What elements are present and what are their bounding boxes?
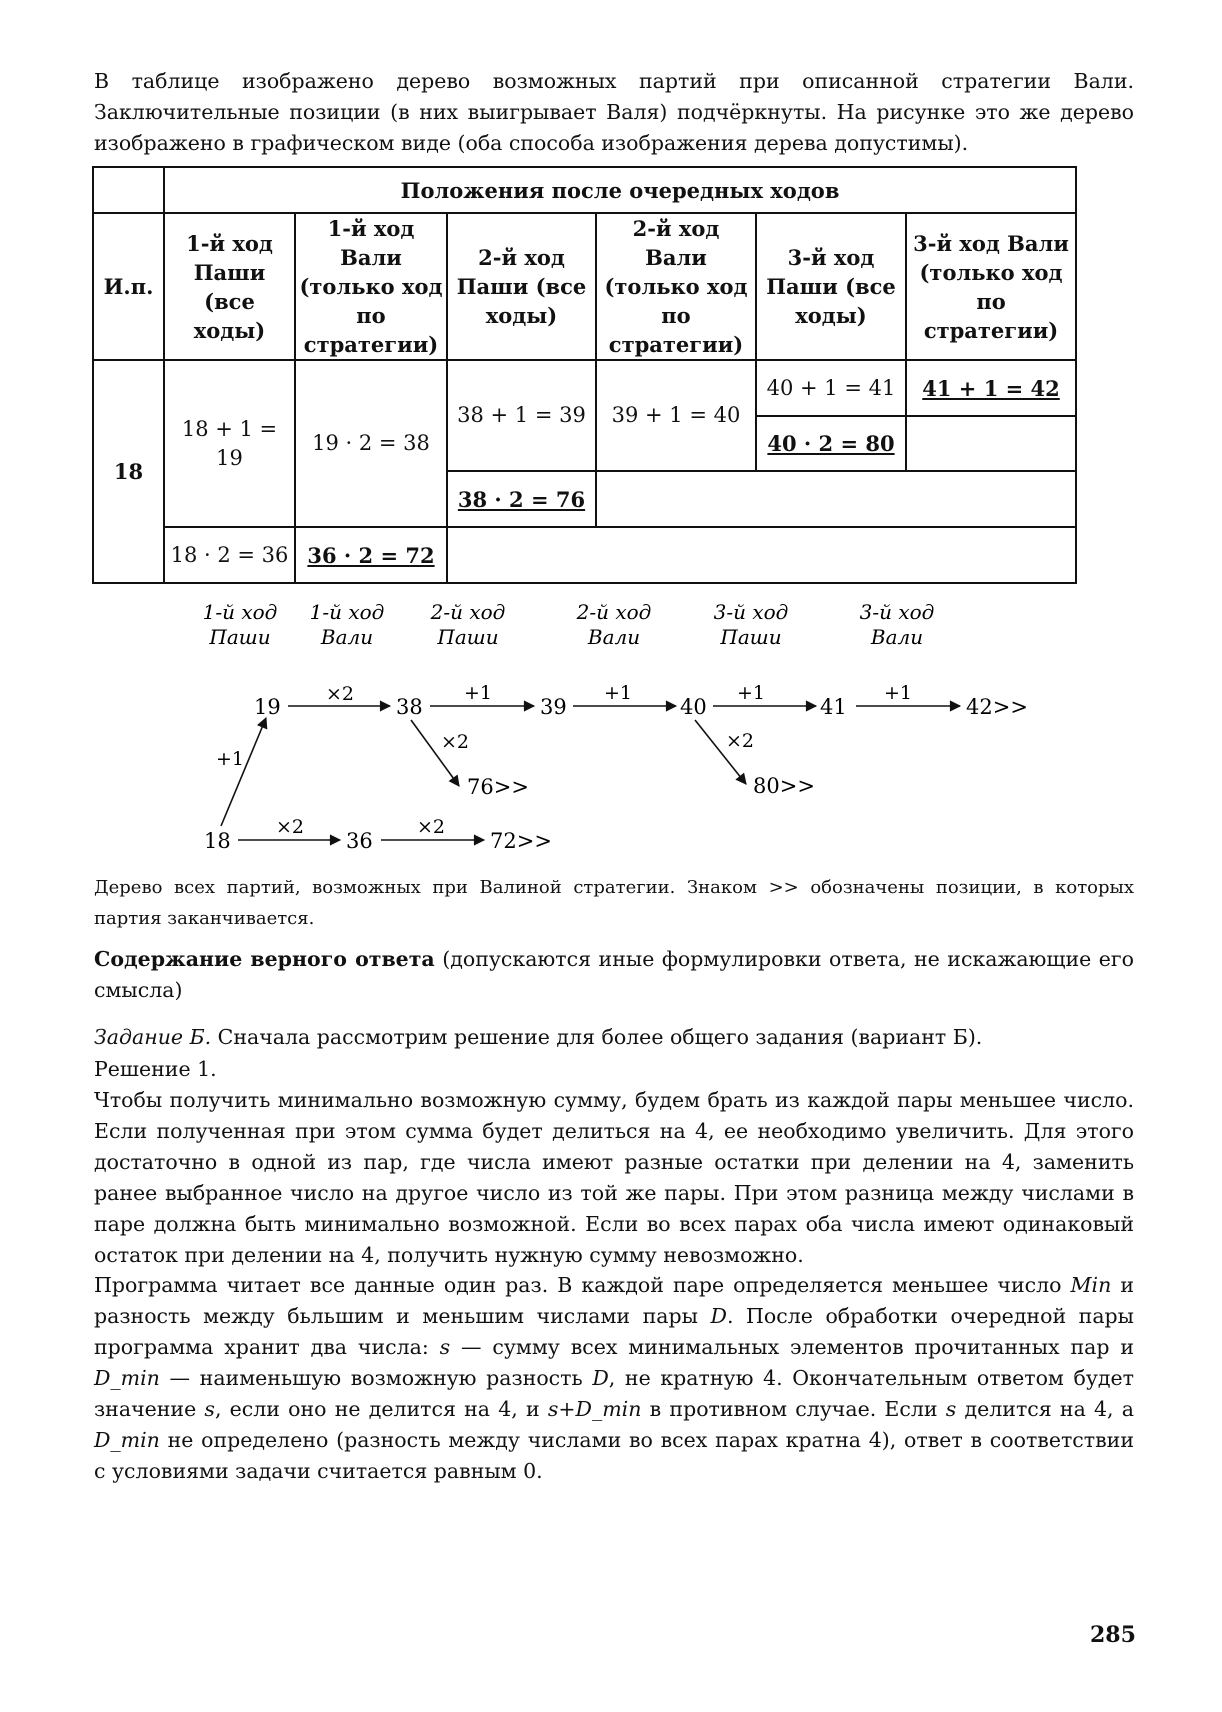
task-label: Задание Б. [94,1025,212,1049]
p2-text-3: . После обработки очередной пары программа хранит два числа: [94,1304,1134,1359]
op-label-36-72: ×2 [416,816,446,838]
intro-paragraph: В таблице изображено дерево возможных партий при описанной стратегии Вали. Заключительные позиции (в них выигрывает Валя) подчёркнуты. На рисунке это же дерево изображено в графическом виде (оба способа изображения дерева допустимы). [94,69,1134,155]
label-move-3-pasha-line1: 3-й ход [713,600,789,624]
cell-p1-b: 18 · 2 = 36 [164,527,295,583]
label-move-2-pasha-line1: 2-й ход [430,600,506,624]
node-41: 41 [820,695,847,719]
node-72: 72>> [490,829,552,853]
op-label-40-41: +1 [736,682,766,704]
col-header-p2: 2-й ход Паши (все ходы) [447,213,596,360]
cell-p3-b: 40 · 2 = 80 [756,416,906,471]
col-header-p3: 3-й ход Паши (все ходы) [756,213,906,360]
node-76: 76>> [467,775,529,799]
cell-v1-b: 36 · 2 = 72 [295,527,447,583]
col-header-p1: 1-й ход Паши (все ходы) [164,213,295,360]
op-label-19-38: ×2 [325,683,355,705]
start-position: 18 [93,360,164,583]
cell-p2-a: 38 + 1 = 39 [447,360,596,471]
task-text: Сначала рассмотрим решение для более общего задания (вариант Б). [211,1025,983,1049]
var-dmin-2: D_min [94,1428,160,1452]
tree-caption: Дерево всех партий, возможных при Валиной стратегии. Знаком >> обозначены позиции, в которых партия заканчивается. [94,877,1134,929]
node-36: 36 [346,829,373,853]
var-d-2: D [592,1366,609,1390]
label-move-1-pasha-line2: Паши [209,625,271,649]
op-label-38-76: ×2 [441,731,470,753]
label-move-1-valya-line2: Вали [320,625,374,649]
var-s: s [439,1335,451,1359]
op-label-41-42: +1 [883,682,913,704]
node-38: 38 [396,695,423,719]
answer-heading [94,944,1134,1006]
op-label-39-40: +1 [603,682,633,704]
label-move-3-valya-line2: Вали [870,625,924,649]
label-move-2-valya-line1: 2-й ход [576,600,652,624]
task-line [94,1022,1134,1053]
var-d: D [710,1304,727,1328]
var-s-2: s [204,1397,215,1421]
cell-v3-a: 41 + 1 = 42 [906,360,1076,416]
op-label-18-19: +1 [216,748,245,770]
answer-heading-rest: (допускаются иные формулировки ответа, не искажающие его смысла) [94,947,1134,1002]
cell-v1-a: 19 · 2 = 38 [295,360,447,527]
solution-paragraph-2 [94,1270,1134,1487]
p2-text-8: в противном случае. Если [641,1397,946,1421]
col-header-v1: 1-й ход Вали (только ход по стратегии) [295,213,447,360]
label-move-1-valya-line1: 1-й ход [309,600,385,624]
node-80: 80>> [753,774,815,798]
edge-38-76 [411,720,459,786]
cell-p1-a: 18 + 1 = 19 [164,360,295,527]
answer-heading-bold: Содержание верного ответа [94,947,435,971]
node-40: 40 [680,695,707,719]
var-dmin: D_min [94,1366,160,1390]
op-label-18-36: ×2 [275,816,305,838]
col-header-v3: 3-й ход Вали (только ход по стратегии) [906,213,1076,360]
p2-text-5: — наименьшую возможную разность [159,1366,593,1390]
op-label-40-80: ×2 [726,730,755,752]
solution-paragraph-1: Чтобы получить минимально возможную сумму, будем брать из каждой пары меньшее число. Если полученная при этом сумма будет делиться на 4, ее необходимо увеличить. Для этого достаточно в одной из пар, где числа имеют разные остатки при делении на 4, заменить ранее выбранное число на другое число из той же пары. При этом разница между числами в паре должна быть минимально возможной. Если во всех парах оба числа имеют одинаковый остаток при делении на 4, получить нужную сумму невозможно. [94,1088,1134,1267]
node-19: 19 [254,695,281,719]
cell-p3-a: 40 + 1 = 41 [756,360,906,416]
p2-text-10: не определено (разность между числами во всех парах кратна 4), ответ в соответствии с условиями задачи считается равным 0. [94,1428,1134,1483]
op-label-38-39: +1 [463,682,493,704]
page-number: 285 [1090,1622,1136,1648]
p2-text-6: , не кратную 4. Окончательным ответом будет значение [94,1366,1134,1421]
p2-text-9: делится на 4, а [956,1397,1134,1421]
label-move-1-pasha-line1: 1-й ход [202,600,278,624]
var-min: Min [1070,1273,1112,1297]
label-move-3-pasha-line2: Паши [720,625,782,649]
p2-text-1: Программа читает все данные один раз. В каждой паре определяется меньшее число [94,1273,1071,1297]
var-s-3: s [945,1397,957,1421]
node-42: 42>> [966,695,1028,719]
node-18: 18 [204,829,231,853]
label-move-2-valya-line2: Вали [587,625,641,649]
solution-label: Решение 1. [94,1057,217,1081]
var-s-plus-dmin: s+D_min [547,1397,642,1421]
start-header: И.п. [93,213,164,360]
group-header: Положения после очередных ходов [164,167,1076,213]
p2-text-4: — сумму всех минимальных элементов прочитанных пар и [450,1335,1134,1359]
p2-text-7: , если оно не делится на 4, и [214,1397,548,1421]
cell-p2-b: 38 · 2 = 76 [447,471,596,527]
cell-v2-a: 39 + 1 = 40 [596,360,756,471]
edge-18-19 [221,718,266,826]
p2-text-2: и разность между бьльшим и меньшим числами пары [94,1273,1134,1328]
col-header-v2: 2-й ход Вали (только ход по стратегии) [596,213,756,360]
node-39: 39 [540,695,567,719]
label-move-2-pasha-line2: Паши [437,625,499,649]
label-move-3-valya-line1: 3-й ход [859,600,935,624]
